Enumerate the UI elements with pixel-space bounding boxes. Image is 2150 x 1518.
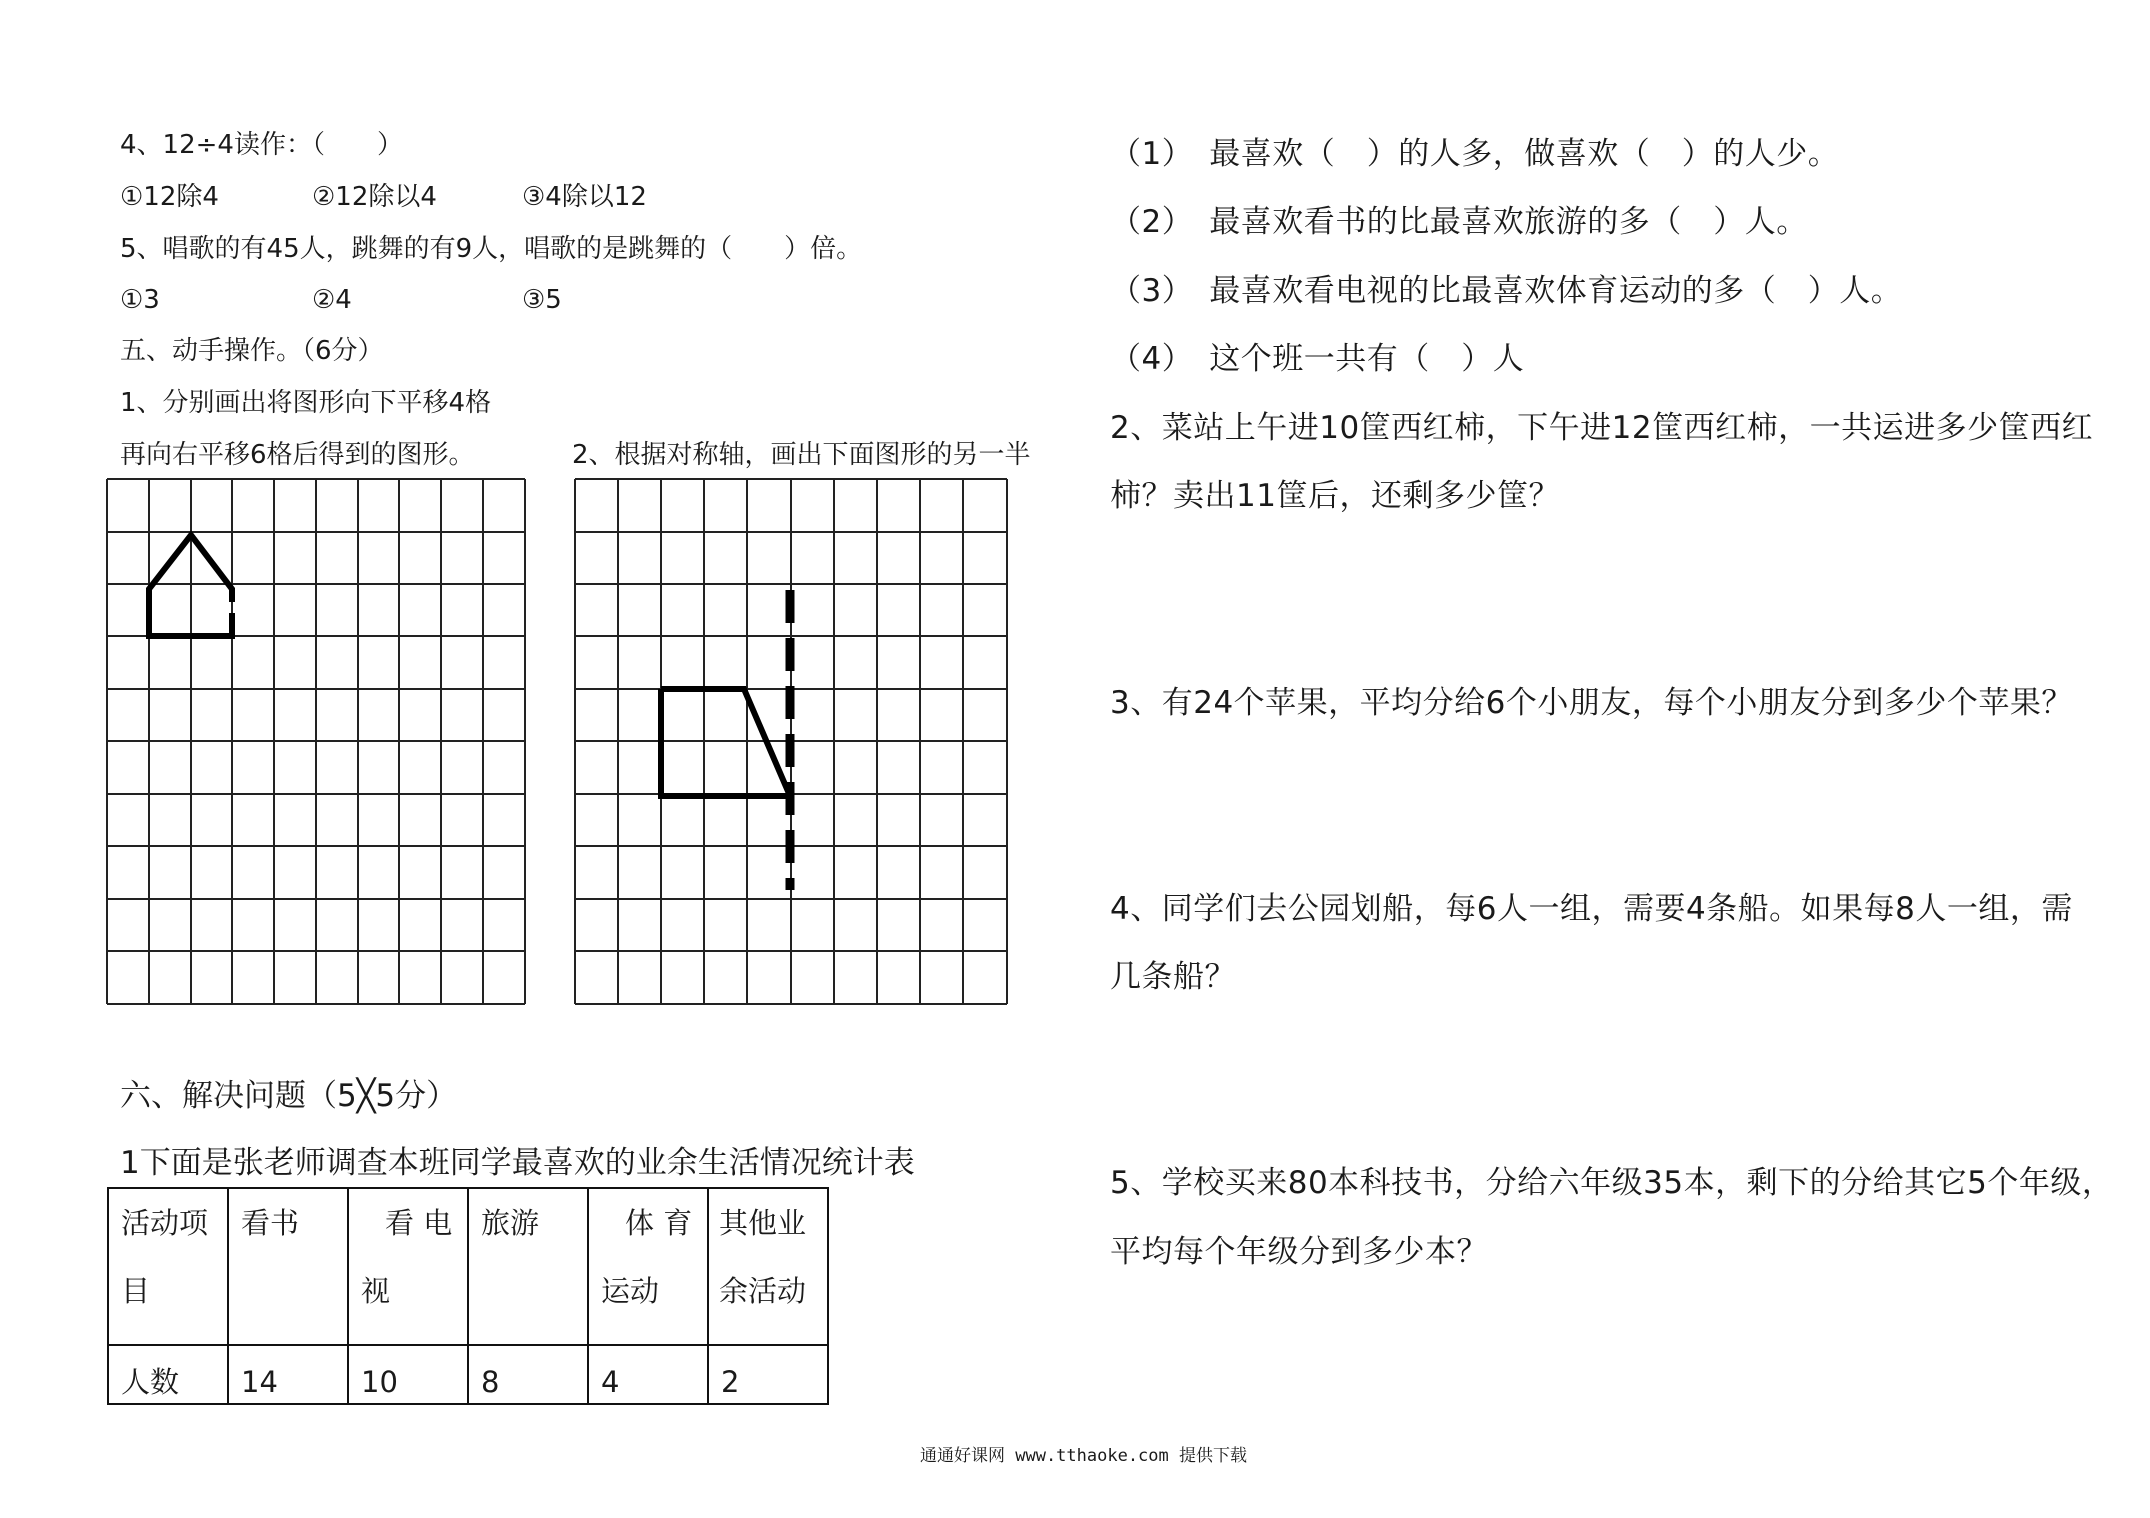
q5-option-3: ③5 [522, 285, 562, 315]
q4-option-1: ①12除4 [120, 182, 219, 212]
sub-question-4: （4） 这个班一共有（ ）人 [1110, 341, 1525, 377]
table-cell: 4 [588, 1345, 708, 1404]
operation-1-line-2: 再向右平移6格后得到的图形。 [120, 440, 475, 470]
footer-text: 通通好课网 www.tthaoke.com 提供下载 [920, 1446, 1247, 1466]
section-5-title: 五、动手操作。（6分） [120, 336, 384, 366]
table-cell: 10 [348, 1345, 468, 1404]
q5-option-2: ②4 [312, 285, 352, 315]
q4-option-3: ③4除以12 [522, 182, 647, 212]
table-header-cell: 看 电 视 [348, 1188, 468, 1345]
half-shape [661, 689, 790, 796]
operation-1-line-1: 1、分别画出将图形向下平移4格 [120, 388, 492, 418]
sub-question-1: （1） 最喜欢（ ）的人多，做喜欢（ ）的人少。 [1110, 136, 1840, 172]
problem-4-line-1: 4、同学们去公园划船，每6人一组，需要4条船。如果每8人一组，需 [1110, 891, 2073, 927]
q4-option-2: ②12除以4 [312, 182, 437, 212]
problem-2-line-2: 柿？卖出11筐后，还剩多少筐？ [1110, 478, 1560, 514]
table-cell: 8 [468, 1345, 588, 1404]
symmetry-grid [574, 478, 1008, 1005]
problem-4-line-2: 几条船？ [1110, 959, 1236, 995]
table-header-cell: 看书 [228, 1188, 348, 1345]
table-header-cell: 旅游 [468, 1188, 588, 1345]
question-5: 5、唱歌的有45人，跳舞的有9人，唱歌的是跳舞的（ ）倍。 [120, 234, 863, 264]
translation-grid [106, 478, 526, 1005]
table-count-label: 人数 [108, 1345, 228, 1404]
problem-2-line-1: 2、菜站上午进10筐西红柿，下午进12筐西红柿，一共运进多少筐西红 [1110, 410, 2094, 446]
q5-option-1: ①3 [120, 285, 160, 315]
table-header-cell: 其他业 余活动 [708, 1188, 828, 1345]
table-header-row [108, 1188, 828, 1345]
table-cell: 14 [228, 1345, 348, 1404]
sub-question-3: （3） 最喜欢看电视的比最喜欢体育运动的多（ ）人。 [1110, 273, 1903, 309]
operation-2-line-1: 2、根据对称轴，画出下面图形的另一半 [572, 440, 1031, 470]
table-header-cell: 活动项 目 [108, 1188, 228, 1345]
stats-table [107, 1187, 829, 1405]
problem-5-line-2: 平均每个年级分到多少本？ [1110, 1234, 1488, 1270]
sub-question-2: （2） 最喜欢看书的比最喜欢旅游的多（ ）人。 [1110, 204, 1808, 240]
problem-3: 3、有24个苹果，平均分给6个小朋友，每个小朋友分到多少个苹果？ [1110, 685, 2073, 721]
question-4: 4、12÷4读作：（ ） [120, 130, 403, 160]
table-cell: 2 [708, 1345, 828, 1404]
problem-5-line-1: 5、学校买来80本科技书，分给六年级35本，剩下的分给其它5个年级， [1110, 1165, 2114, 1201]
table-header-cell: 体 育 运动 [588, 1188, 708, 1345]
table-row [108, 1345, 828, 1404]
section-6-title: 六、解决问题（5╳5分） [120, 1078, 458, 1114]
table-caption: 1下面是张老师调查本班同学最喜欢的业余生活情况统计表 [120, 1145, 915, 1181]
